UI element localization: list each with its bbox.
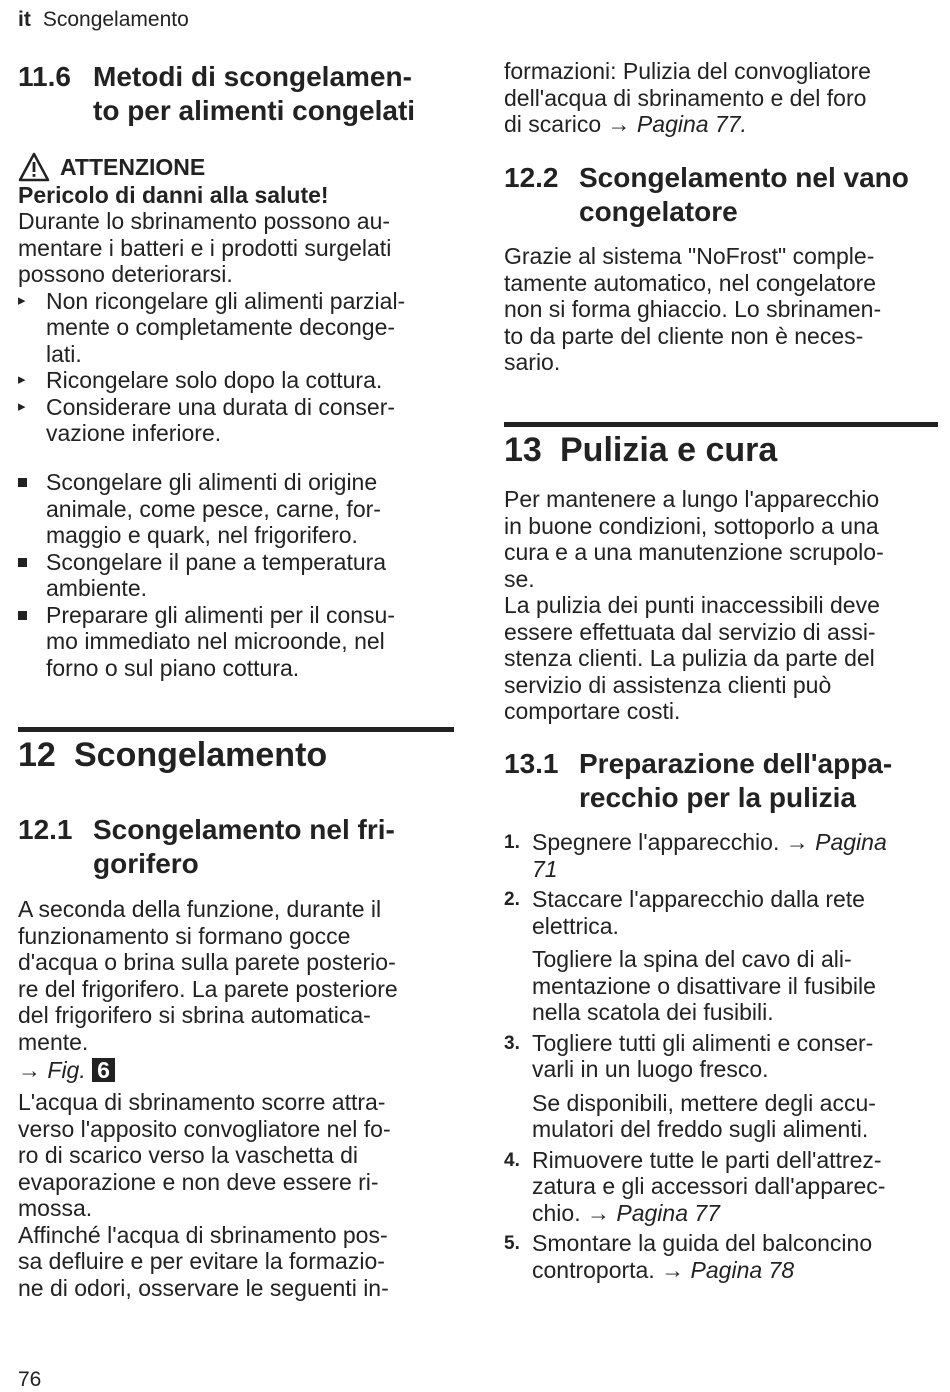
- square-bullet-icon: [18, 558, 27, 567]
- triangle-bullet-icon: ▸: [18, 397, 26, 415]
- language-code: it: [18, 8, 31, 31]
- list-item: Scongelare il pane a temperatura ambiente.: [18, 549, 454, 602]
- triangle-bullet-icon: ▸: [18, 371, 26, 388]
- step-note: Togliere la spina del cavo di ali- mentazione o disattivare il fusibile nella scatola dei fusibili.: [532, 946, 876, 1025]
- heading-12-1: 12.1 Scongelamento nel fri- gorifero: [18, 814, 395, 879]
- paragraph-continued: formazioni: Pulizia del convogliatore dell'acqua di sbrinamento e del foro di scarico → Pagina 77.: [504, 58, 871, 137]
- paragraph: Grazie al sistema "NoFrost" comple- tamente automatico, nel congelatore non si forma ghiaccio. Lo sbrinamen- to da parte del cliente non è neces- sario.: [504, 243, 882, 375]
- warning-item: ▸ Ricongelare solo dopo la cottura.: [18, 367, 383, 393]
- heading-13-1: 13.1 Preparazione dell'appa- recchio per la pulizia: [504, 748, 893, 813]
- paragraph: L'acqua di sbrinamento scorre attra- verso l'apposito convogliatore nel fo- ro di scarico verso la vaschetta di evaporazione e non deve essere ri- mossa. Affinché l'acqua di sbrinamento pos- sa defluire e per evitare la formazio- ne di odori, osservare le seguenti in-: [18, 1089, 391, 1301]
- list-item: Preparare gli alimenti per il consu- mo immediato nel microonde, nel forno o sul piano cottura.: [18, 602, 454, 682]
- step-item: 5. Smontare la guida del balconcino controporta. → Pagina 78: [504, 1230, 873, 1283]
- warning-item: ▸ Considerare una durata di conser- vazione inferiore.: [18, 393, 396, 446]
- triangle-bullet-icon: ▸: [18, 291, 26, 309]
- steps-list: [504, 829, 938, 1283]
- section-rule: [504, 422, 938, 427]
- warning-label: ATTENZIONE: [60, 153, 206, 180]
- warning-text: Durante lo sbrinamento possono au- mentare i batteri e i prodotti surgelati possono deteriorarsi.: [18, 208, 392, 287]
- figure-number-badge: 6: [92, 1058, 115, 1082]
- heading-title: Metodi di scongelamen- to per alimenti congelati: [93, 61, 416, 126]
- paragraph: A seconda della funzione, durante il funzionamento si formano gocce d'acqua o brina sulla parete posterio- re del frigorifero. La parete posteriore del frigorifero si sbrina automatica- mente.: [18, 896, 398, 1055]
- header-section: Scongelamento: [42, 8, 189, 31]
- paragraph: Per mantenere a lungo l'apparecchio in buone condizioni, sottoporlo a una cura e a una manutenzione scrupolo- se.: [504, 486, 884, 592]
- warning-item: ▸ Non ricongelare gli alimenti parzial- mente o completamente deconge- lati.: [18, 287, 406, 367]
- heading-11-6: [18, 60, 454, 128]
- warning-subtitle: Pericolo di danni alla salute!: [18, 182, 329, 208]
- heading-number: 11.6: [18, 61, 71, 92]
- step-note: Se disponibili, mettere degli accu- mulatori del freddo sugli alimenti.: [532, 1089, 876, 1142]
- square-bullet-icon: [18, 478, 27, 487]
- list-item: Scongelare gli alimenti di origine animale, come pesce, carne, for- maggio e quark, nel frigorifero.: [18, 469, 454, 549]
- step-item: 1. Spegnere l'apparecchio. → Pagina 71: [504, 829, 887, 882]
- heading-12: 12 Scongelamento: [18, 736, 328, 774]
- thaw-methods-list: [18, 469, 454, 681]
- heading-12-2: 12.2 Scongelamento nel vano congelatore: [504, 162, 909, 227]
- page-link[interactable]: → Pagina 77: [607, 111, 741, 137]
- step-item: 2. Staccare l'apparecchio dalla rete elettrica.: [504, 886, 865, 939]
- step-item: 4. Rimuovere tutte le parti dell'attrez- zatura e gli accessori dall'apparec- chio. → Pagina 77: [504, 1146, 886, 1226]
- page-number: 76: [18, 1368, 42, 1391]
- warning-box: [18, 152, 454, 447]
- square-bullet-icon: [18, 611, 27, 620]
- page-header: [18, 8, 189, 32]
- figure-reference[interactable]: → Fig. 6: [18, 1057, 115, 1084]
- page-link[interactable]: → Pagina 77: [586, 1199, 720, 1226]
- warning-triangle-icon: [18, 152, 50, 182]
- paragraph: La pulizia dei punti inaccessibili deve essere effettuata dal servizio di assi- stenza clienti. La pulizia da parte del servizio di assistenza clienti può comportare costi.: [504, 592, 880, 724]
- step-item: 3. Togliere tutti gli alimenti e conser- varli in un luogo fresco.: [504, 1029, 874, 1082]
- section-rule: [18, 727, 454, 732]
- page-link[interactable]: → Pagina 71: [532, 829, 887, 882]
- heading-13: 13 Pulizia e cura: [504, 431, 778, 469]
- page-link[interactable]: → Pagina 78: [661, 1256, 795, 1283]
